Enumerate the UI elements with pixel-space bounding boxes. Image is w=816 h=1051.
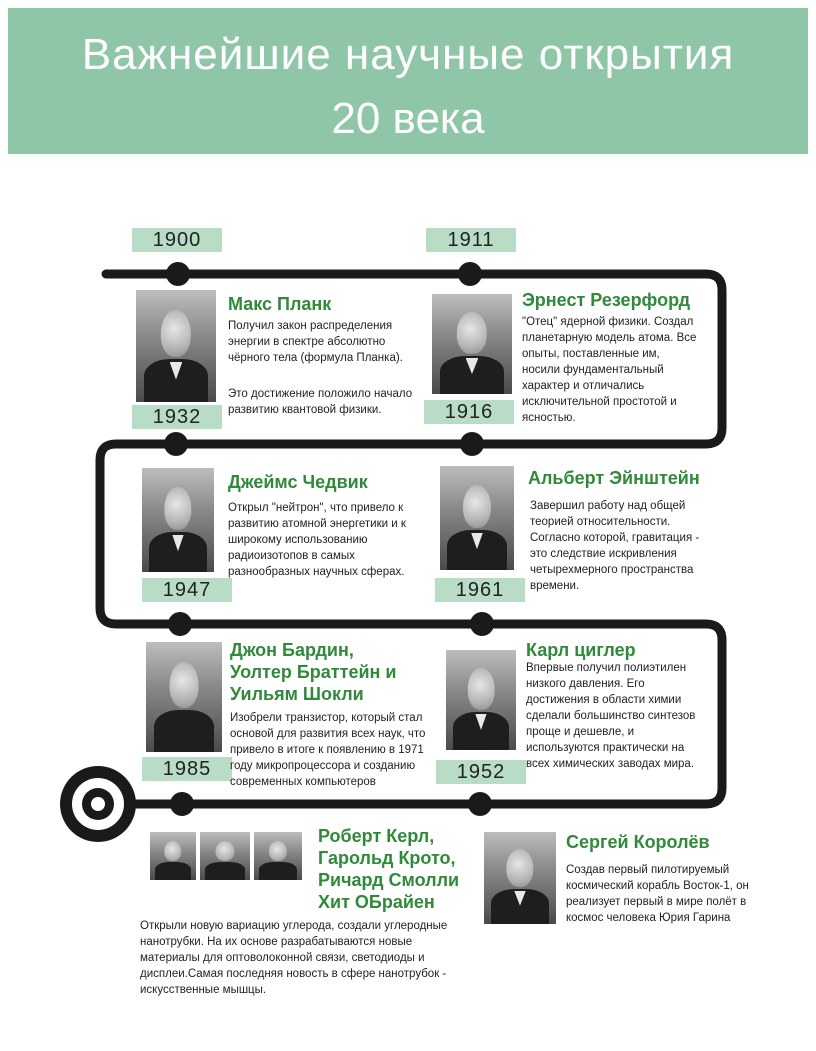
- bardeen-group-photo: [146, 642, 222, 752]
- einstein-portrait: [440, 466, 514, 570]
- korolev-desc: Создав первый пилотируемый космический корабль Восток-1, он реализует первый в мире полёт в космос человека Юрия Гарина: [566, 864, 749, 924]
- timeline-dot-1952: [468, 792, 492, 816]
- page-title-line2: 20 века: [331, 94, 485, 143]
- planck-desc-2: Это достижение положило начало развитию квантовой физики.: [228, 388, 413, 416]
- timeline-dot-1932: [164, 432, 188, 456]
- smalley-portrait: [254, 832, 302, 880]
- timeline-dot-1947: [168, 612, 192, 636]
- timeline-dot-1916: [460, 432, 484, 456]
- ziegler-portrait: [446, 650, 516, 750]
- curl-portrait: [150, 832, 196, 880]
- bardeen-desc: Изобрели транзистор, который стал основой для развития всех наук, что привело в итоге к появлению в 1971 году микропроцессора и созданию современных компьютеров: [230, 712, 426, 788]
- curl-name-line2: Гарольд Крото,: [318, 848, 456, 868]
- einstein-desc: Завершил работу над общей теорией относительности. Согласно которой, гравитация - это следствие искривления четырехмерного пространства времени.: [530, 500, 700, 592]
- bardeen-name-line3: Уильям Шокли: [230, 684, 364, 704]
- year-badge-1916: 1916: [424, 400, 514, 424]
- timeline-dot-1961: [470, 612, 494, 636]
- year-badge-1952: 1952: [436, 760, 526, 784]
- planck-name: Макс Планк: [228, 294, 332, 314]
- einstein-name: Альберт Эйнштейн: [528, 468, 700, 488]
- timeline-dot-1985: [170, 792, 194, 816]
- year-badge-1911: 1911: [426, 228, 516, 252]
- chadwick-desc: Открыл "нейтрон", что привело к развитию атомной энергетики и к широкому использованию радиоизотопов в самых разнообразных научных сферах.: [228, 502, 406, 578]
- ziegler-name: Карл циглер: [526, 640, 636, 660]
- planck-desc: Получил закон распределения энергии в спектре абсолютно чёрного тела (формула Планка).: [228, 320, 403, 364]
- korolev-portrait: [484, 832, 556, 924]
- year-badge-1985: 1985: [142, 757, 232, 781]
- year-badge-1947: 1947: [142, 578, 232, 602]
- rutherford-name: Эрнест Резерфорд: [522, 290, 691, 310]
- timeline-dot-1911: [458, 262, 482, 286]
- rutherford-desc: "Отец" ядерной физики. Создал планетарную модель атома. Все опыты, поставленные им, носили фундаментальный характер и отличались исключительной простотой и ясностью.: [522, 316, 697, 424]
- curl-name-line4: Хит ОБрайен: [318, 892, 435, 912]
- chadwick-portrait: [142, 468, 214, 572]
- target-icon: [60, 766, 136, 842]
- ziegler-desc: Впервые получил полиэтилен низкого давления. Его достижения в области химии сделали большинство синтезов проще и дешевле, и используются практически на всех химических заводах мира.: [526, 662, 696, 770]
- curl-desc: Открыли новую вариацию углерода, создали углеродные нанотрубки. На их основе разрабатываются новые материалы для оптоволоконной связи, светодиоды и дисплеи.Самая последняя новость в сфере нанотрубок - искусственные мышцы.: [140, 920, 448, 996]
- curl-name-line1: Роберт Керл,: [318, 826, 435, 846]
- chadwick-name: Джеймс Чедвик: [228, 472, 368, 492]
- korolev-name: Сергей Королёв: [566, 832, 710, 852]
- bardeen-name-line1: Джон Бардин,: [230, 640, 354, 660]
- bardeen-name-line2: Уолтер Браттейн и: [230, 662, 397, 682]
- rutherford-portrait: [432, 294, 512, 394]
- page-title-line1: Важнейшие научные открытия: [81, 30, 735, 79]
- year-badge-1900: 1900: [132, 228, 222, 252]
- year-badge-1932: 1932: [132, 405, 222, 429]
- curl-name-line3: Ричард Смолли: [318, 870, 460, 890]
- planck-portrait: [136, 290, 216, 402]
- timeline-dot-1900: [166, 262, 190, 286]
- year-badge-1961: 1961: [435, 578, 525, 602]
- kroto-portrait: [200, 832, 250, 880]
